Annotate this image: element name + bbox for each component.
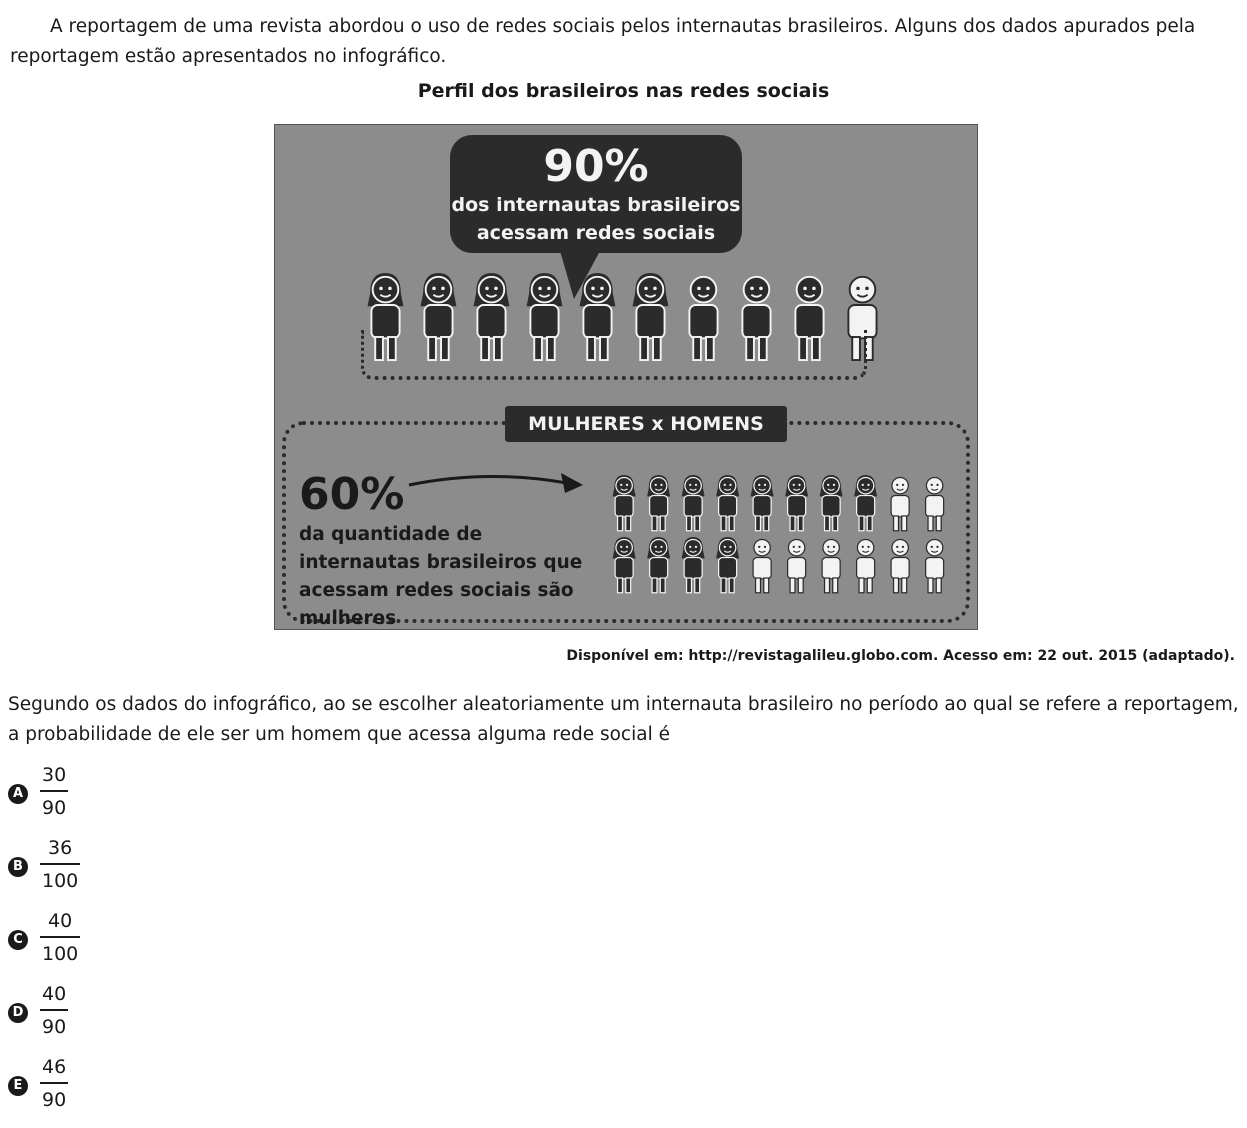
option-a[interactable] <box>8 762 118 824</box>
arrow-icon <box>407 467 587 497</box>
option-fraction <box>40 908 80 965</box>
woman-icon <box>613 475 636 531</box>
woman-icon <box>751 475 774 531</box>
bubble-percentage: 90% <box>543 141 649 192</box>
fraction-denominator: 100 <box>40 936 80 965</box>
option-letter: D <box>8 1003 28 1023</box>
man-icon <box>926 539 944 592</box>
woman-icon <box>682 537 705 593</box>
man-icon <box>753 539 771 592</box>
woman-icon <box>647 537 670 593</box>
women-percentage: 60% <box>299 469 405 520</box>
women-description: da quantidade de internautas brasileiros que acessam redes sociais são mulheres <box>299 524 583 629</box>
man-icon <box>891 477 909 530</box>
option-letter: C <box>8 930 28 950</box>
banner-women-vs-men: MULHERES x HOMENS <box>505 406 787 442</box>
option-fraction <box>40 762 68 819</box>
woman-icon <box>716 475 739 531</box>
source-citation: Disponível em: http://revistagalileu.globo.com. Acesso em: 22 out. 2015 (adaptado). <box>566 648 1235 664</box>
woman-icon <box>682 475 705 531</box>
option-letter: B <box>8 857 28 877</box>
woman-icon <box>820 475 843 531</box>
option-fraction <box>40 981 68 1038</box>
woman-icon <box>854 475 877 531</box>
fraction-numerator: 46 <box>42 1056 67 1078</box>
intro-paragraph: A reportagem de uma revista abordou o uso de redes sociais pelos internautas brasileiros. Alguns dos dados apurados pela reportagem estão apresentados no infográfico. <box>10 16 1196 67</box>
man-icon <box>926 477 944 530</box>
people-grid <box>611 473 961 597</box>
man-icon <box>788 539 806 592</box>
option-d[interactable] <box>8 981 118 1043</box>
woman-icon <box>613 537 636 593</box>
option-fraction <box>40 835 80 892</box>
option-fraction <box>40 1054 68 1111</box>
fraction-denominator: 90 <box>40 1009 68 1038</box>
bubble-line-2: acessam redes sociais <box>476 222 716 244</box>
fraction-numerator: 36 <box>48 837 73 859</box>
bubble-line-1: dos internautas brasileiros <box>451 194 741 216</box>
man-icon <box>822 539 840 592</box>
dotted-bracket-top <box>361 330 867 380</box>
option-letter: A <box>8 784 28 804</box>
woman-icon <box>647 475 670 531</box>
woman-icon <box>716 537 739 593</box>
fraction-numerator: 40 <box>42 983 67 1005</box>
fraction-denominator: 100 <box>40 863 80 892</box>
infographic <box>274 124 978 630</box>
option-c[interactable] <box>8 908 118 970</box>
question-text: Segundo os dados do infográfico, ao se escolher aleatoriamente um internauta brasileiro no período ao qual se refere a reportagem, a probabilidade de ele ser um homem que acessa alguma rede social é <box>8 694 1239 745</box>
option-letter: E <box>8 1076 28 1096</box>
figure-title: Perfil dos brasileiros nas redes sociais <box>417 80 830 102</box>
speech-bubble <box>450 135 742 253</box>
man-icon <box>891 539 909 592</box>
fraction-denominator: 90 <box>40 790 68 819</box>
woman-icon <box>785 475 808 531</box>
option-e[interactable] <box>8 1054 118 1116</box>
man-icon <box>857 539 875 592</box>
fraction-numerator: 40 <box>48 910 73 932</box>
fraction-denominator: 90 <box>40 1082 68 1111</box>
option-b[interactable] <box>8 835 118 897</box>
fraction-numerator: 30 <box>42 764 67 786</box>
